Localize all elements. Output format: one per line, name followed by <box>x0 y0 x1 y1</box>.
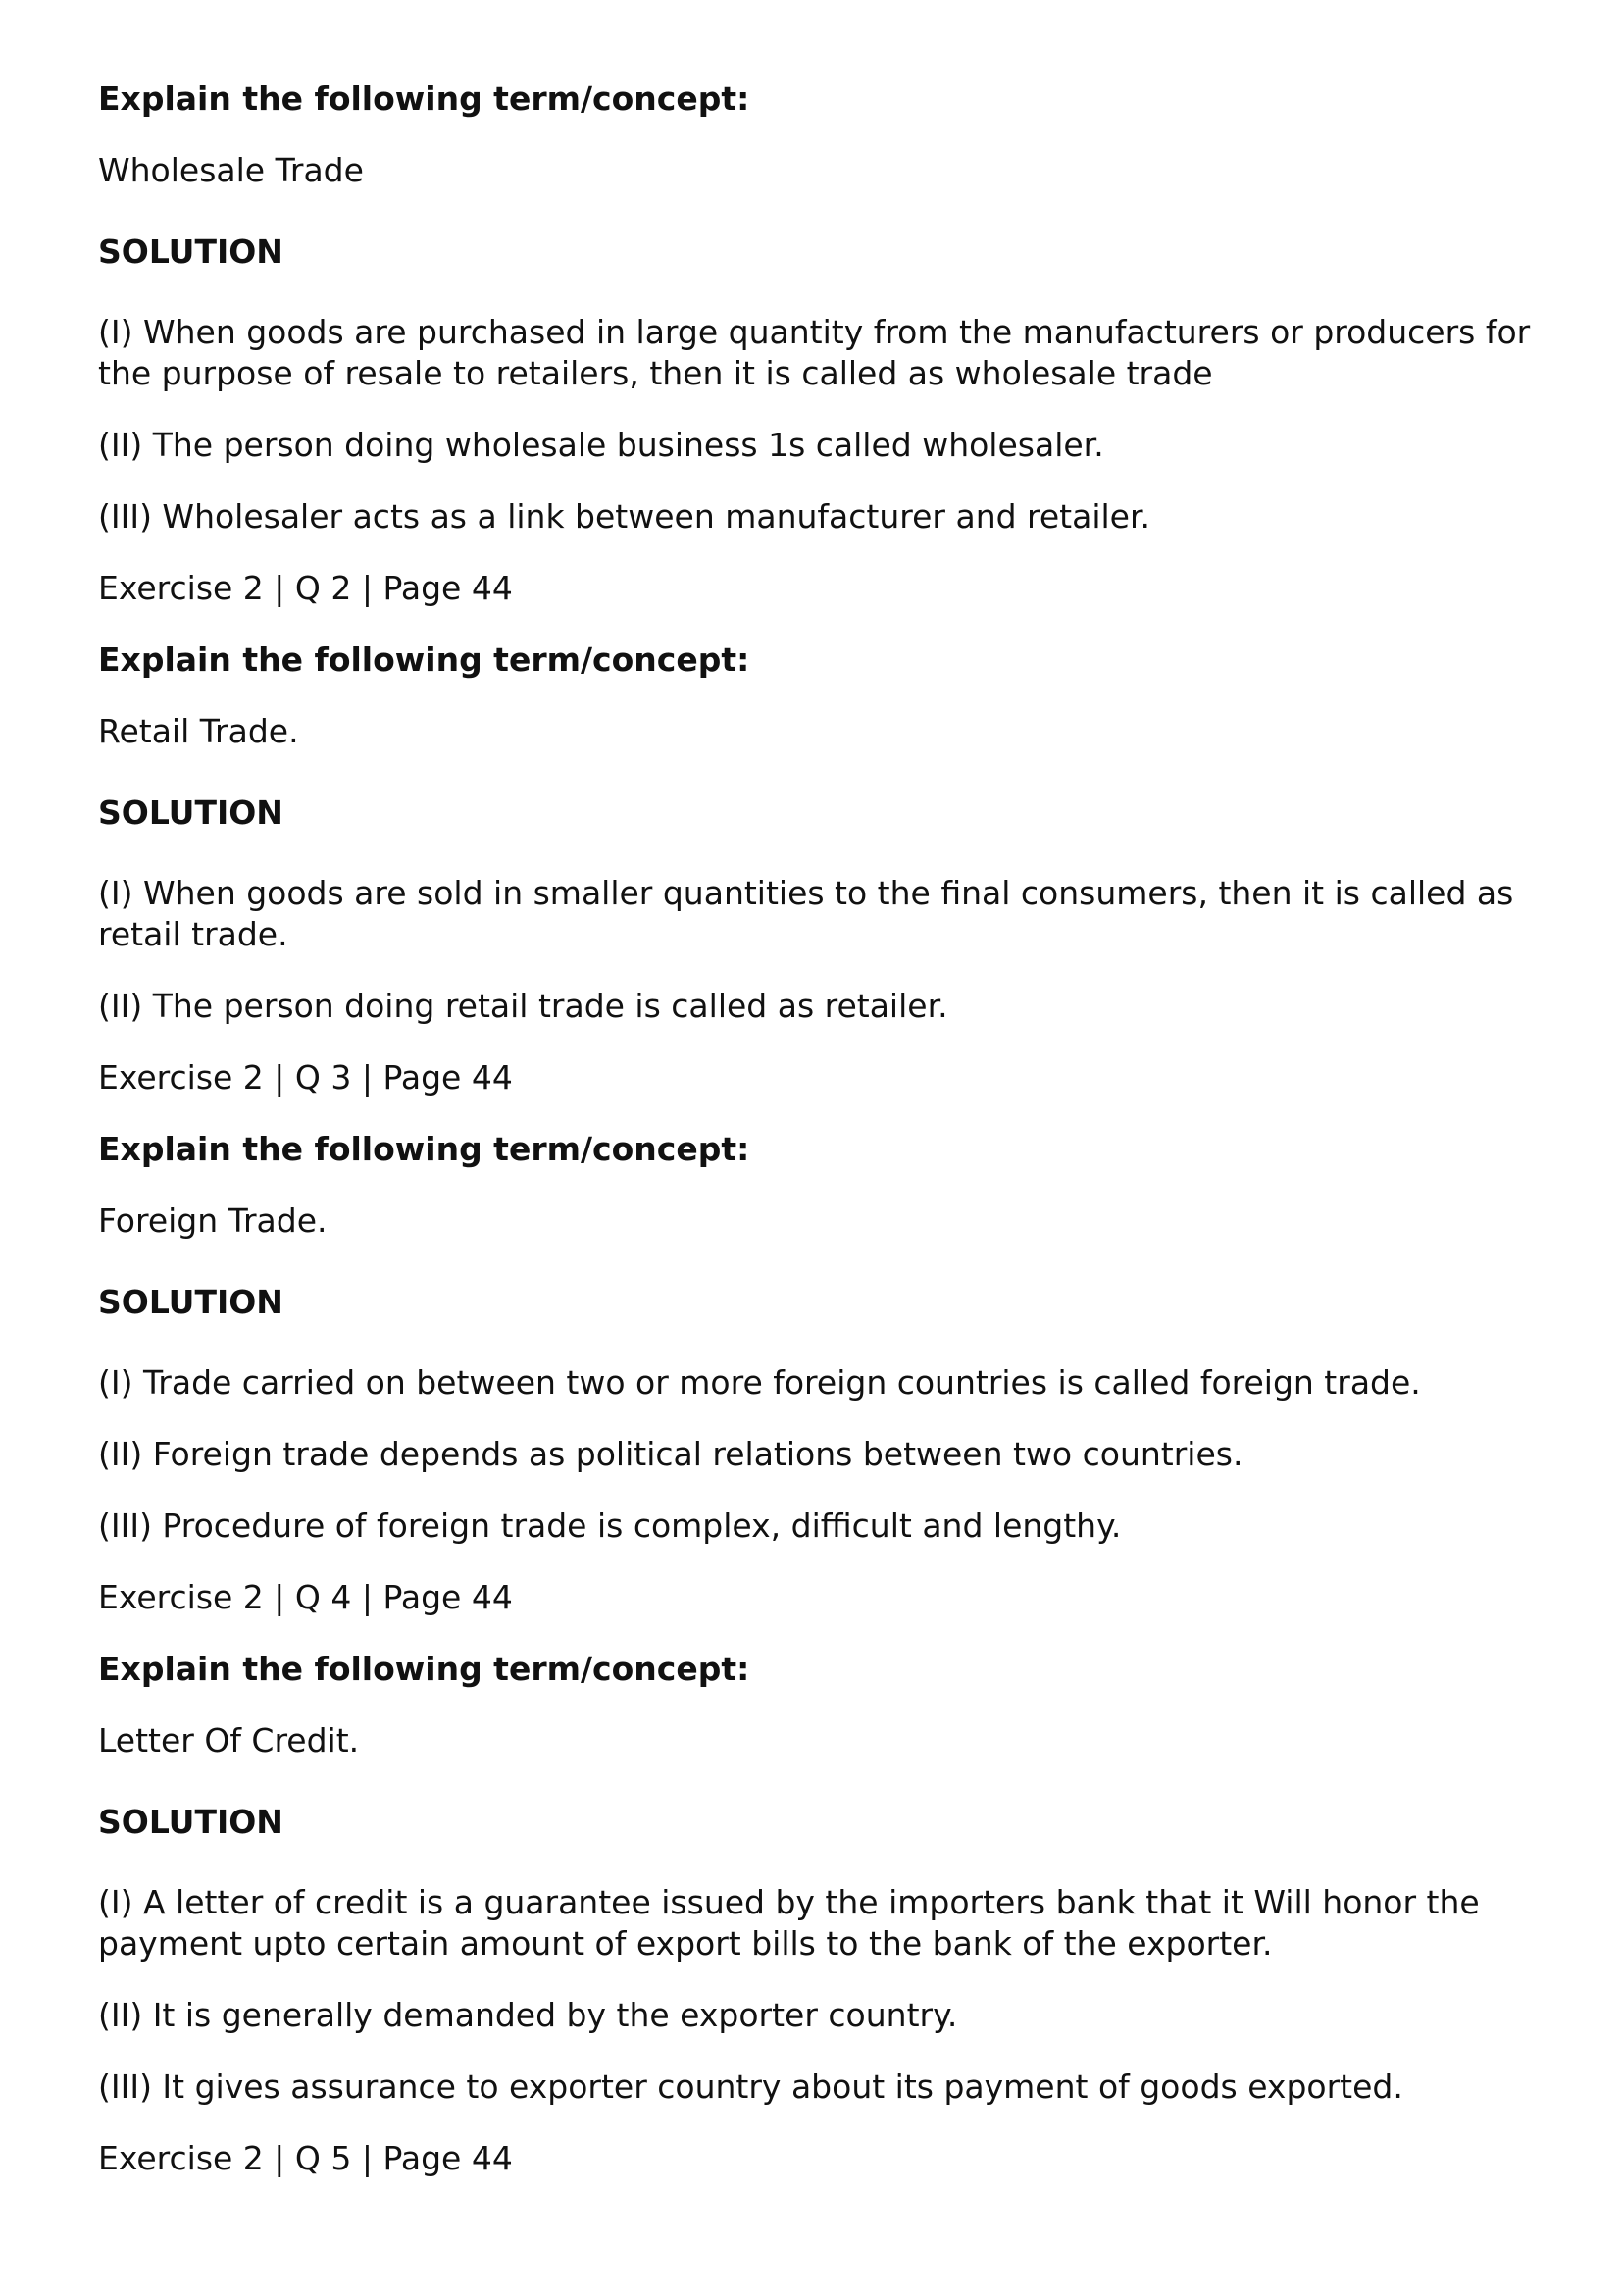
solution-point: (II) The person doing retail trade is called as retailer. <box>98 987 948 1025</box>
exercise-reference: Exercise 2 | Q 4 | Page 44 <box>98 1578 513 1616</box>
question-heading: Explain the following term/concept: <box>98 640 750 679</box>
exercise-reference: Exercise 2 | Q 3 | Page 44 <box>98 1058 513 1097</box>
question-term: Wholesale Trade <box>98 151 364 189</box>
solution-point: (II) The person doing wholesale business 1s called wholesaler. <box>98 426 1104 464</box>
solution-point: (I) A letter of credit is a guarantee issued by the importers bank that it Will honor the payment upto certain amount of export bills to the bank of the exporter. <box>98 1883 1480 1963</box>
question-section <box>98 1649 1540 2179</box>
exercise-reference: Exercise 2 | Q 2 | Page 44 <box>98 569 513 607</box>
question-term: Foreign Trade. <box>98 1201 328 1240</box>
solution-point: (II) Foreign trade depends as political relations between two countries. <box>98 1435 1243 1473</box>
solution-point: (I) When goods are sold in smaller quantities to the final consumers, then it is called as retail trade. <box>98 874 1514 953</box>
solution-point: (III) It gives assurance to exporter country about its payment of goods exported. <box>98 2067 1403 2106</box>
document-page <box>98 78 1540 2210</box>
solution-label: SOLUTION <box>98 1803 283 1841</box>
solution-point: (III) Wholesaler acts as a link between manufacturer and retailer. <box>98 497 1151 536</box>
solution-label: SOLUTION <box>98 793 283 832</box>
solution-label: SOLUTION <box>98 1283 283 1321</box>
question-heading: Explain the following term/concept: <box>98 79 750 118</box>
solution-label: SOLUTION <box>98 232 283 271</box>
question-term: Letter Of Credit. <box>98 1721 360 1760</box>
question-section <box>98 639 1540 1098</box>
question-term: Retail Trade. <box>98 712 299 750</box>
solution-point: (II) It is generally demanded by the exporter country. <box>98 1996 958 2034</box>
solution-point: (I) Trade carried on between two or more foreign countries is called foreign trade. <box>98 1363 1421 1402</box>
question-heading: Explain the following term/concept: <box>98 1130 750 1168</box>
solution-point: (III) Procedure of foreign trade is complex, difficult and lengthy. <box>98 1506 1122 1545</box>
question-heading: Explain the following term/concept: <box>98 1650 750 1688</box>
solution-point: (I) When goods are purchased in large quantity from the manufacturers or producers for the purpose of resale to retailers, then it is called as wholesale trade <box>98 313 1531 392</box>
question-section <box>98 78 1540 609</box>
exercise-reference: Exercise 2 | Q 5 | Page 44 <box>98 2139 513 2177</box>
question-section <box>98 1129 1540 1618</box>
